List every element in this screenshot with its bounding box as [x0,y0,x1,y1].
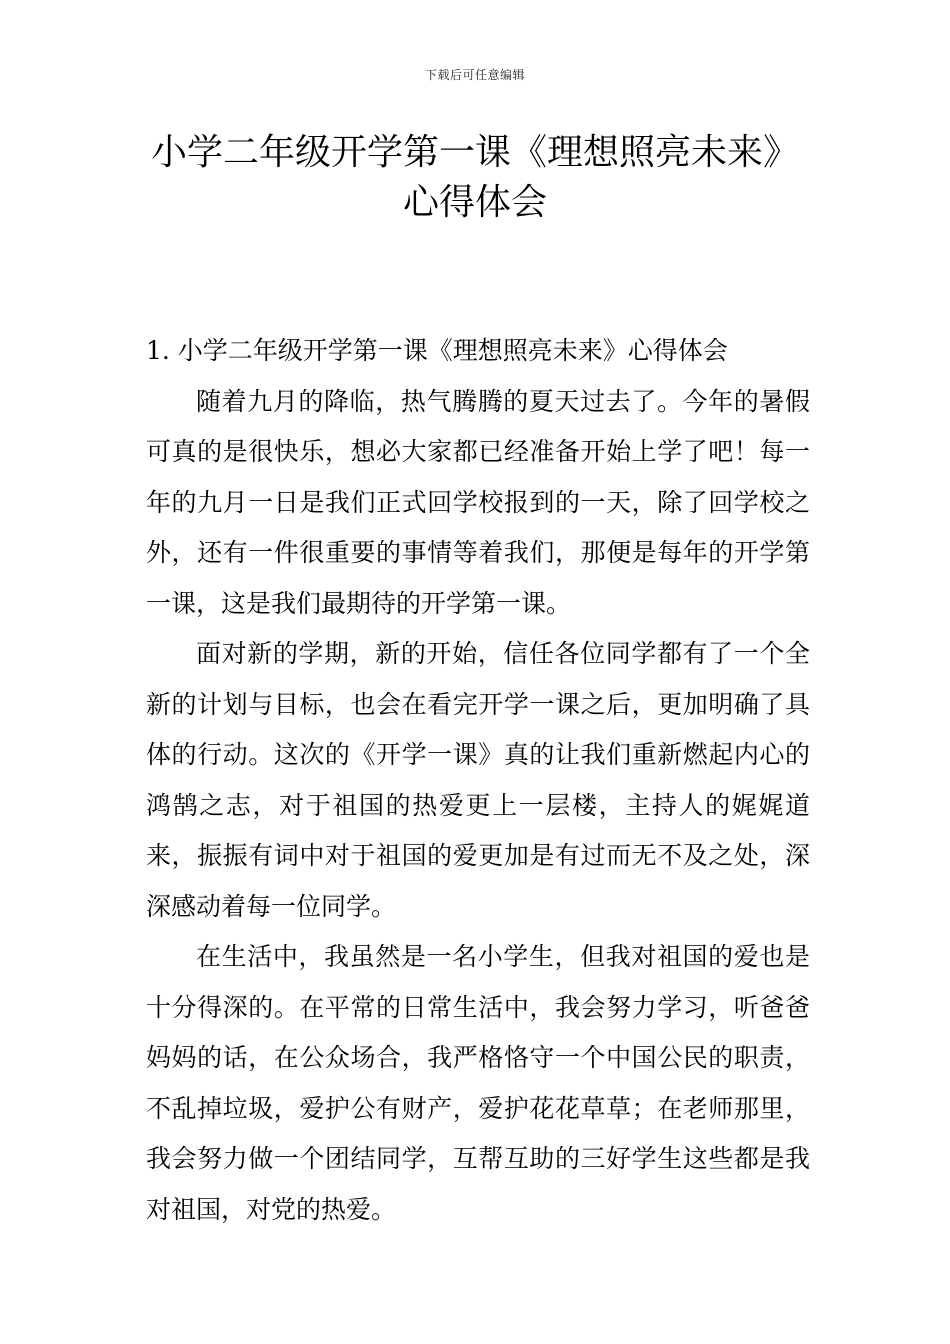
paragraph-3: 在生活中，我虽然是一名小学生，但我对祖国的爱也是十分得深的。在平常的日常生活中，我会努力学习，听爸爸妈妈的话，在公众场合，我严格恪守一个中国公民的职责，不乱掉垃圾，爱护公有财产，爱护花花草草；在老师那里，我会努力做一个团结同学，互帮互助的三好学生这些都是我对祖国，对党的热爱。 [146,942,810,1224]
title-line-2: 心得体会 [402,182,547,223]
title-line-1: 小学二年级开学第一课《理想照亮未来》 [150,132,799,173]
paragraph-1: 随着九月的降临，热气腾腾的夏天过去了。今年的暑假可真的是很快乐，想必大家都已经准备开始上学了吧！每一年的九月一日是我们正式回学校报到的一天，除了回学校之外，还有一件很重要的事情等着我们，那便是每年的开学第一课，这是我们最期待的开学第一课。 [146,386,810,618]
document-body [146,326,810,1235]
section-heading: 1. 小学二年级开学第一课《理想照亮未来》心得体会 [146,336,728,365]
paragraph-2: 面对新的学期，新的开始，信任各位同学都有了一个全新的计划与目标，也会在看完开学一课之后，更加明确了具体的行动。这次的《开学一课》真的让我们重新燃起内心的鸿鹄之志，对于祖国的热爱更上一层楼，主持人的娓娓道来，振振有词中对于祖国的爱更加是有过而无不及之处，深深感动着每一位同学。 [146,639,810,921]
document-title [100,128,850,228]
header-note: 下载后可任意编辑 [424,68,525,82]
